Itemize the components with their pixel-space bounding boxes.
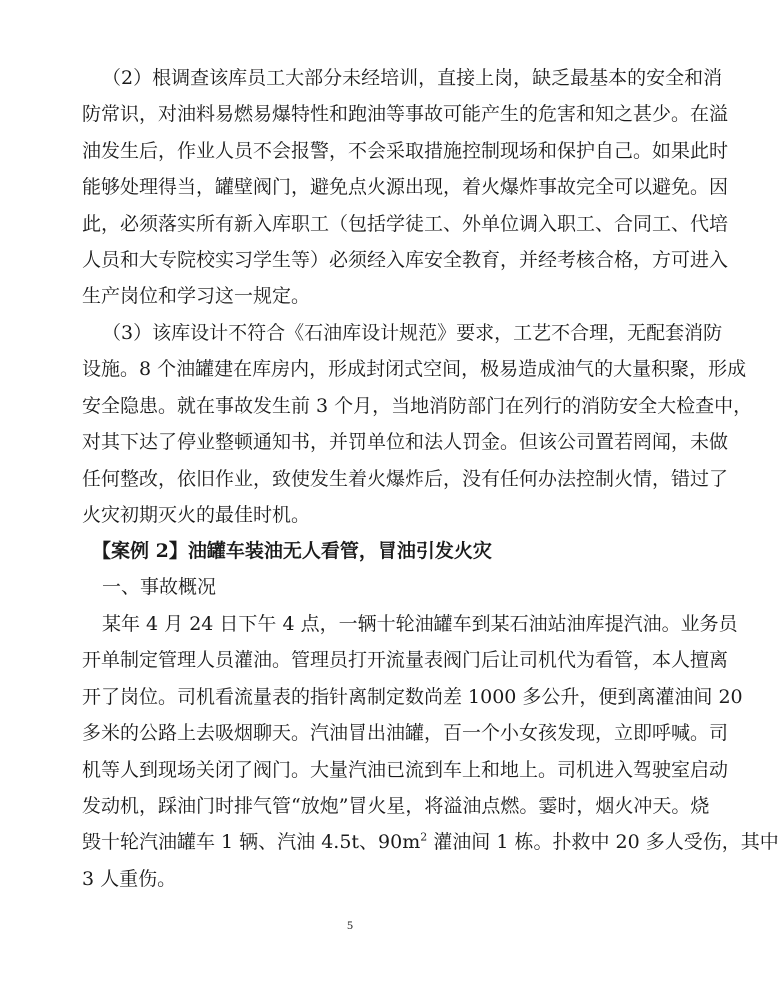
text-line: 生产岗位和学习这一规定。 — [82, 285, 311, 308]
text-line: 油发生后，作业人员不会报警，不会采取措施控制现场和保护自己。如果此时 — [82, 139, 729, 162]
text-line: 对其下达了停业整顿通知书，并罚单位和法人罚金。但该公司置若罔闻，未做 — [82, 431, 729, 454]
text-line: （3）该库设计不符合《石油库设计规范》要求，工艺不合理，无配套消防 — [102, 322, 723, 344]
text-line: 人员和大专院校实习学生等）必须经入库安全教育，并经考核合格，方可进入 — [82, 248, 729, 271]
superscript: 2 — [420, 831, 428, 845]
text-line: 设施。8 个油罐建在库房内，形成封闭式空间，极易造成油气的大量积聚，形成 — [82, 358, 747, 381]
text-line: 开单制定管理人员灌油。管理员打开流量表阀门后让司机代为看管，本人擅离 — [82, 649, 729, 672]
text-line: 火灾初期灭火的最佳时机。 — [82, 503, 311, 526]
case-heading — [92, 533, 644, 569]
text-line: 此，必须落实所有新入库职工（包括学徒工、外单位调入职工、合同工、代培 — [82, 212, 729, 235]
text-line: 能够处理得当，罐壁阀门，避免点火源出现，着火爆炸事故完全可以避免。因 — [82, 176, 729, 199]
paragraph-3 — [82, 315, 753, 533]
paragraph-2 — [82, 60, 729, 315]
case-title: 【案例 2】油罐车装油无人看管，冒油引发火灾 — [92, 540, 492, 562]
text-line: 机等人到现场关闭了阀门。大量汽油已流到车上和地上。司机进入驾驶室启动 — [82, 758, 729, 781]
paragraph-accident — [82, 606, 779, 897]
page-number: 5 — [347, 918, 353, 932]
text-line: 多米的公路上去吸烟聊天。汽油冒出油罐，百一个小女孩发现，立即呼喊。司 — [82, 722, 729, 745]
text-line: 发动机，踩油门时排气管“放炮”冒火星，将溢油点燃。霎时，烟火冲天。烧 — [82, 794, 710, 817]
text-line: 3 人重伤。 — [82, 867, 177, 890]
text-line — [82, 824, 779, 860]
text-line: （2）根调查该库员工大部分未经培训，直接上岗，缺乏最基本的安全和消 — [102, 67, 723, 89]
text-line: 某年 4 月 24 日下午 4 点，一辆十轮油罐车到某石油站油库提汽油。业务员 — [102, 613, 738, 635]
text-line: 防常识，对油料易燃易爆特性和跑油等事故可能产生的危害和知之甚少。在溢 — [82, 103, 729, 126]
text-line: 任何整改，依旧作业，致使发生着火爆炸后，没有任何办法控制火情，错过了 — [82, 467, 729, 490]
section-title: 一、事故概况 — [102, 576, 217, 598]
text-segment: 毁十轮汽油罐车 1 辆、汽油 4.5t、90m — [82, 831, 421, 854]
text-line: 安全隐患。就在事故发生前 3 个月，当地消防部门在列行的消防安全大检查中， — [82, 394, 753, 417]
section-heading — [102, 569, 654, 605]
text-segment: 灌油间 1 栋。扑救中 20 多人受伤，其中 — [427, 831, 779, 854]
text-line: 开了岗位。司机看流量表的指针离制定数尚差 1000 多公升，便到离灌油间 20 — [82, 685, 743, 708]
